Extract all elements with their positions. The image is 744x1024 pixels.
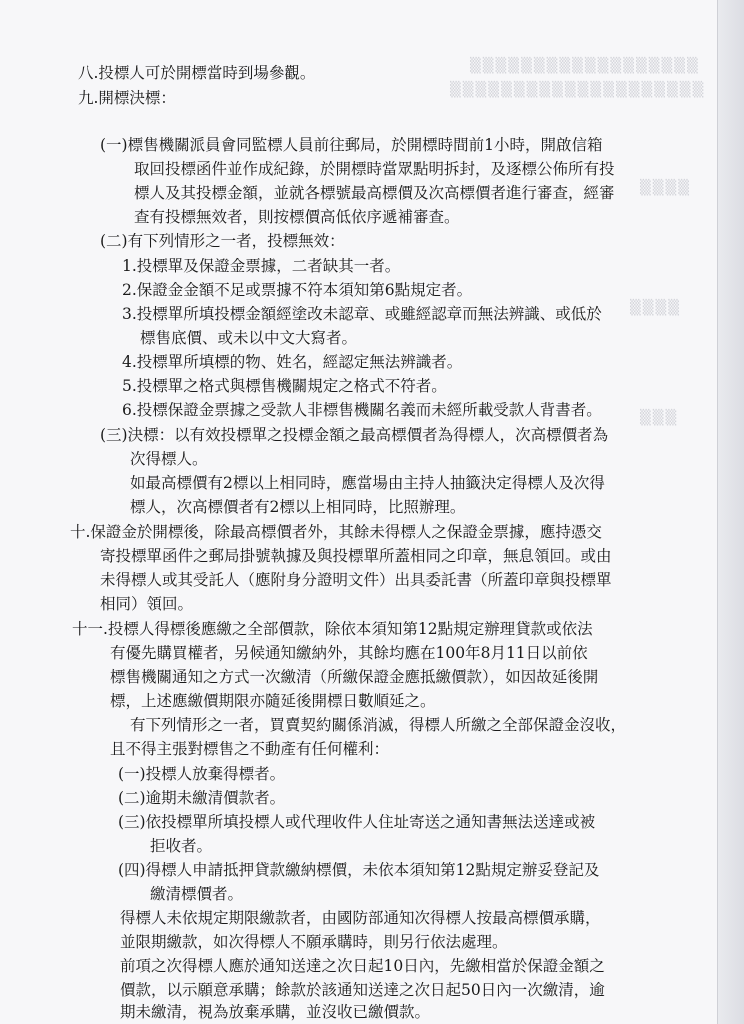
item-10-cont: 未得標人或其受託人（應附身分證明文件）出具委託書（所蓋印章與投標單 (100, 571, 612, 589)
item-11-para2: 得標人未依規定期限繳款者，由國防部通知次得標人按最高標價承購， (120, 909, 601, 927)
item-10-cont: 寄投標單函件之郵局掛號執據及與投標單所蓋相同之印章，無息領回。或由 (100, 547, 612, 565)
item-10-cont: 相同）領回。 (100, 595, 194, 613)
item-11-para2: 並限期繳款，如次得標人不願承購時，則另行依法處理。 (120, 933, 508, 951)
item-9-1-cont: 取回投標函件並作成紀錄，於開標時當眾點明拆封，及逐標公佈所有投 (134, 160, 615, 178)
item-11-cont: 標，上述應繳價期限亦隨延後開標日數順延之。 (110, 692, 436, 710)
item-11-d-cont: 繳清標價者。 (150, 885, 244, 903)
item-9-1-cont: 查有投標無效者，則按標價高低依序遞補審查。 (134, 208, 460, 226)
item-9-2-3: 3.投標單所填投標金額經塗改未認章、或雖經認章而無法辨識、或低於 (122, 305, 602, 323)
item-9-heading: 九.開標決標： (78, 89, 176, 107)
bleed-through-text: ▒▒▒▒ (640, 180, 692, 196)
item-11-para3: 前項之次得標人應於通知送達之次日起10日內，先繳相當於保證金額之 (120, 957, 605, 975)
item-9-1: (一)標售機關派員會同監標人員前往郵局，於開標時間前1小時，開啟信箱 (100, 136, 603, 154)
item-9-3-cont: 次得標人。 (130, 450, 208, 468)
item-11-c: (三)依投標單所填投標人或代理收件人住址寄送之通知書無法送達或被 (118, 813, 596, 831)
item-11-d: (四)得標人申請抵押貸款繳納標價，未依本須知第12點規定辦妥登記及 (118, 861, 600, 879)
item-9-1-cont: 標人及其投標金額，並就各標號最高標價及次高標價者進行審查，經審 (134, 184, 615, 202)
page-edge (717, 0, 744, 1024)
item-9-2: (二)有下列情形之一者，投標無效： (100, 232, 345, 250)
bleed-through-text: ▒▒▒ (640, 410, 679, 426)
item-11-para: 且不得主張對標售之不動產有任何權利： (110, 740, 390, 758)
item-11-para3: 期未繳清，視為放棄承購，並沒收已繳價款。 (120, 1003, 431, 1021)
bleed-through-text: ▒▒▒▒ (630, 300, 682, 316)
item-9-2-1: 1.投標單及保證金票據，二者缺其一者。 (122, 257, 401, 275)
item-9-2-5: 5.投標單之格式與標售機關規定之格式不符者。 (122, 377, 447, 395)
item-9-3: (三)決標：以有效投標單之投標金額之最高標價者為得標人，次高標價者為 (100, 426, 609, 444)
item-9-2-3-cont: 標售底價、或未以中文大寫者。 (140, 329, 358, 347)
item-9-2-6: 6.投標保證金票據之受款人非標售機關名義而未經所載受款人背書者。 (122, 401, 602, 419)
item-11-para: 有下列情形之一者，買賣契約關係消滅，得標人所繳之全部保證金沒收， (130, 716, 627, 734)
item-10: 十.保證金於開標後，除最高標價者外，其餘未得標人之保證金票據，應持憑交 (70, 523, 602, 541)
bleed-through-text: ▒▒▒▒▒▒▒▒▒▒▒▒▒▒▒▒▒▒ (470, 58, 700, 74)
bleed-through-text: ▒▒▒▒▒▒▒▒▒▒▒▒▒▒▒▒▒▒▒▒ (450, 82, 706, 98)
item-9-2-2: 2.保證金金額不足或票據不符本須知第6點規定者。 (122, 281, 473, 299)
item-8: 八.投標人可於開標當時到場參觀。 (78, 64, 316, 82)
item-11-para3: 價款，以示願意承購；餘款於該通知送達之次日起50日內一次繳清，逾 (120, 981, 605, 999)
item-9-3-para: 標人，次高標價者有2標以上相同時，比照辦理。 (130, 498, 466, 516)
item-11: 十一.投標人得標後應繳之全部價款，除依本須知第12點規定辦理貸款或依法 (72, 620, 593, 638)
item-9-3-para: 如最高標價有2標以上相同時，應當場由主持人抽籤決定得標人及次得 (130, 474, 605, 492)
item-11-cont: 有優先購買權者，另候通知繳納外，其餘均應在100年8月11日以前依 (110, 644, 588, 662)
item-9-2-4: 4.投標單所填標的物、姓名，經認定無法辨識者。 (122, 353, 463, 371)
item-11-b: (二)逾期未繳清價款者。 (118, 789, 286, 807)
item-11-a: (一)投標人放棄得標者。 (118, 765, 286, 783)
item-11-c-cont: 拒收者。 (150, 837, 213, 855)
item-11-cont: 標售機關通知之方式一次繳清（所繳保證金應抵繳價款），如因故延後開 (110, 668, 599, 686)
